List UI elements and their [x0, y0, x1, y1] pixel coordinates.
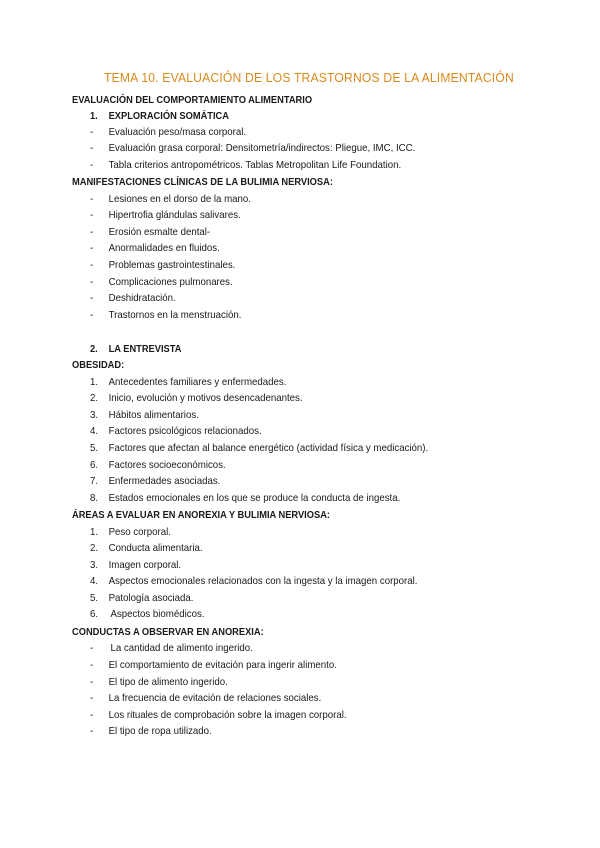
section-heading-areas: ÁREAS A EVALUAR EN ANOREXIA Y BULIMIA NERVIOSA: [72, 510, 331, 521]
subsection-title: LA ENTREVISTA [108, 344, 182, 355]
section-heading-bulimia: MANIFESTACIONES CLÍNICAS DE LA BULIMIA NERVIOSA: [72, 177, 333, 188]
document-page: TEMA 10. EVALUACIÓN DE LOS TRASTORNOS DE LA ALIMENTACIÓN EVALUACIÓN DEL COMPORTAMIENTO ALIMENTARIO 1. EXPLORACIÓN SOMÁTICA - Evaluación peso/masa corporal. - Evaluación grasa corporal: Densitometría/indirectos: Pliegue, IMC, ICC. - Tabla criterios antropométricos. Tablas Metropolitan Life Foundation. MANIFESTACIONES CLÍNICAS DE LA BULIMIA NERVIOSA: - Lesiones en el dorso de la mano. - Hipertrofia glándulas salivares. - Erosión esmalte dental- - Anormalidades en fluidos. - Problemas gastrointestinales. - Complicaciones pulmonares. - Deshidratación. - Trastornos en la menstruación. 2. LA ENTREVISTA OBESIDAD: 1. Antecedentes familiares y enfermedades. 2. Inicio, evolución y motivos desencadenantes. 3. Hábitos alimentarios. 4. Factores psicológicos relacionados. 5. Factores que afectan al balance energético (actividad física y medicación). 6. Factores socioeconómicos. 7. Enfermedades asociadas. 8. Estados emocionales en los que se produce la conducta de ingesta. ÁREAS A EVALUAR EN ANOREXIA Y BULIMIA NERVIOSA: 1. Peso corporal. 2. Conducta alimentaria. 3. Imagen corporal. 4. Aspectos emocionales relacionados con la ingesta y la imagen corporal. 5. Patología asociada. 6. Aspectos biomédicos. CONDUCTAS A OBSERVAR EN ANOREXIA: - La cantidad de alimento ingerido. - El comportamiento de evitación para ingerir alimento. - El tipo de alimento ingerido. - La frecuencia de evitación de relaciones sociales. - Los rituales de comprobación sobre la imagen corporal. - El tipo de ropa utilizado. [0, 0, 600, 848]
section-heading-main: EVALUACIÓN DEL COMPORTAMIENTO ALIMENTARIO [72, 95, 313, 106]
subsection-title: EXPLORACIÓN SOMÁTICA [108, 111, 229, 122]
page-title: TEMA 10. EVALUACIÓN DE LOS TRASTORNOS DE LA ALIMENTACIÓN [104, 70, 514, 85]
subsection-number: 1. [90, 111, 98, 122]
section-heading-anorexia: CONDUCTAS A OBSERVAR EN ANOREXIA: [72, 627, 264, 638]
section-heading-obesidad: OBESIDAD: [72, 360, 125, 371]
subsection-number: 2. [90, 344, 98, 355]
